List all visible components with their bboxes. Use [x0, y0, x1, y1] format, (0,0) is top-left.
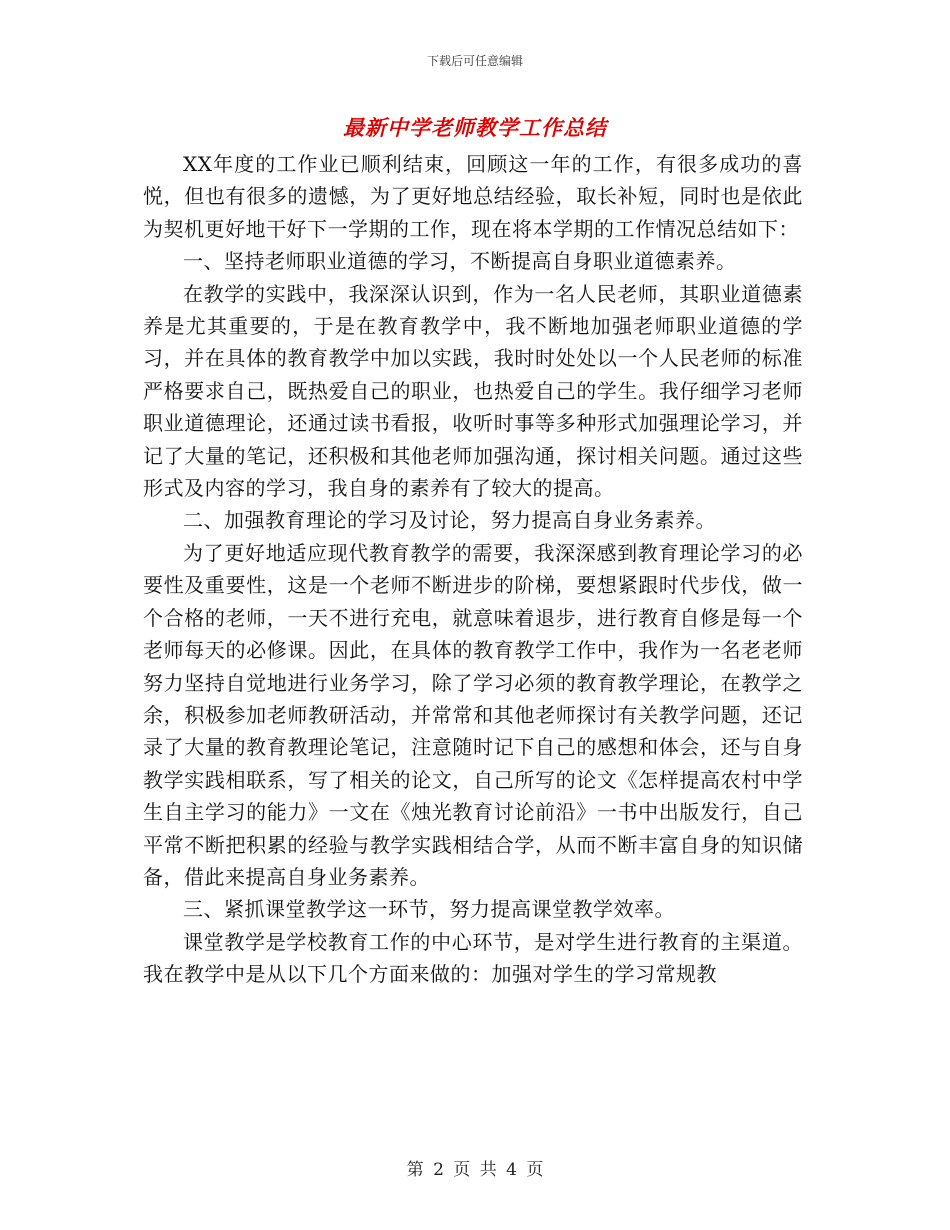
page-footer: 第 2 页 共 4 页: [406, 1160, 544, 1180]
document-title: 最新中学老师教学工作总结: [343, 115, 607, 140]
section-heading-3: 三、紧抓课堂教学这一环节，努力提高课堂教学效率。: [183, 897, 675, 922]
section-heading-2: 二、加强教育理论的学习及讨论，努力提高自身业务素养。: [183, 508, 716, 533]
header-note: 下载后可任意编辑: [426, 54, 523, 68]
paragraph-intro: XX年度的工作业已顺利结束，回顾这一年的工作，有很多成功的喜悦，但也有很多的遗憾，为了更好地总结经验，取长补短，同时也是依此为契机更好地干好下一学期的工作，现在将本学期的工作情况总结如下：: [143, 152, 803, 241]
paragraph-section-2: 为了更好地适应现代教育教学的需要，我深深感到教育理论学习的必要性及重要性，这是一个老师不断进步的阶梯，要想紧跟时代步伐，做一个合格的老师，一天不进行充电，就意味着退步，进行教育自修是每一个老师每天的必修课。因此，在具体的教育教学工作中，我作为一名老老师努力坚持自觉地进行业务学习，除了学习必须的教育教学理论，在教学之余，积极参加老师教研活动，并常常和其他老师探讨有关教学问题，还记录了大量的教育教理论笔记，注意随时记下自己的感想和体会，还与自身教学实践相联系，写了相关的论文，自己所写的论文《怎样提高农村中学生自主学习的能力》一文在《烛光教育讨论前沿》一书中出版发行，自己平常不断把积累的经验与教学实践相结合学，从而不断丰富自身的知识储备，借此来提高自身业务素养。: [143, 540, 803, 889]
document-body: [143, 148, 803, 991]
paragraph-section-3: 课堂教学是学校教育工作的中心环节，是对学生进行教育的主渠道。我在教学中是从以下几个方面来做的：加强对学生的学习常规教: [143, 929, 803, 987]
paragraph-section-1: 在教学的实践中，我深深认识到，作为一名人民老师，其职业道德素养是尤其重要的，于是在教育教学中，我不断地加强老师职业道德的学习，并在具体的教育教学中加以实践，我时时处处以一个人民老师的标准严格要求自己，既热爱自己的职业，也热爱自己的学生。我仔细学习老师职业道德理论，还通过读书看报，收听时事等多种形式加强理论学习，并记了大量的笔记，还积极和其他老师加强沟通，探讨相关问题。通过这些形式及内容的学习，我自身的素养有了较大的提高。: [143, 281, 803, 501]
section-heading-1: 一、坚持老师职业道德的学习，不断提高自身职业道德素养。: [183, 249, 737, 274]
